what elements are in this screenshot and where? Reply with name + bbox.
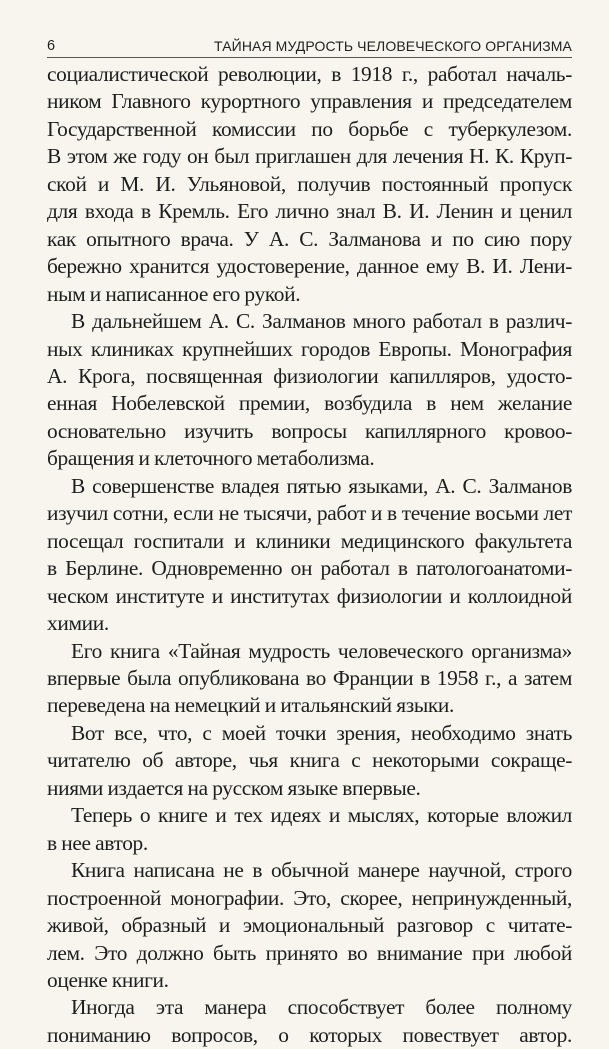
paragraph bbox=[47, 61, 572, 308]
text-line: основательно изучить вопросы капиллярного кровоо- bbox=[47, 418, 572, 443]
text-line: В совершенстве владея пятью языками, А. С. Залманов bbox=[71, 473, 572, 498]
text-line: ных клиниках крупнейших городов Европы. Монография bbox=[47, 336, 572, 361]
text-line: посещал госпитали и клиники медицинского факультета bbox=[47, 528, 572, 553]
text-line: оценке книги. bbox=[47, 967, 169, 992]
text-line: бережно хранится удостоверение, данное ему В. И. Лени- bbox=[47, 254, 572, 279]
text-line: переведена на немецкий и итальянский языки. bbox=[47, 693, 455, 718]
paragraph bbox=[47, 473, 572, 638]
paragraph bbox=[47, 802, 572, 857]
paragraph bbox=[47, 720, 572, 802]
text-line: как опытного врача. У А. С. Залманова и по сию пору bbox=[47, 226, 572, 251]
text-line: Его книга «Тайная мудрость человеческого организма» bbox=[71, 638, 572, 663]
paragraph bbox=[47, 308, 572, 473]
text-line: ской и М. И. Ульяновой, получив постоянный пропуск bbox=[47, 171, 572, 196]
text-line: в Берлине. Одновременно он работал в патологоанатоми- bbox=[47, 556, 572, 581]
text-line: лем. Это должно быть принято во внимание при любой bbox=[47, 940, 572, 965]
text-line: В этом же году он был приглашен для лечения Н. К. Круп- bbox=[47, 144, 572, 169]
text-line: в нее автор. bbox=[47, 830, 148, 855]
text-line: социалистической революции, в 1918 г., работал началь- bbox=[47, 62, 572, 86]
text-line: бращения и клеточного метаболизма. bbox=[47, 446, 375, 471]
text-line: построенной монографии. Это, скорее, непринужденный, bbox=[47, 885, 572, 910]
running-title: ТАЙНАЯ МУДРОСТЬ ЧЕЛОВЕЧЕСКОГО ОРГАНИЗМА bbox=[214, 38, 572, 54]
text-line: живой, образный и эмоциональный разговор с читате- bbox=[47, 913, 572, 938]
text-line: для входа в Кремль. Его лично знал В. И. Ленин и ценил bbox=[47, 199, 572, 224]
text-line: ным и написанное его рукой. bbox=[47, 281, 301, 306]
paragraph bbox=[47, 857, 572, 994]
text-line: Теперь о книге и тех идеях и мыслях, которые вложил bbox=[71, 803, 572, 828]
text-line: енная Нобелевской премии, возбудила в нем желание bbox=[47, 391, 572, 416]
text-line: впервые была опубликована во Франции в 1958 г., а затем bbox=[47, 665, 572, 690]
paragraph bbox=[47, 638, 572, 720]
text-line: Иногда эта манера способствует более полному bbox=[71, 995, 572, 1020]
text-line: химии. bbox=[47, 611, 109, 636]
text-line: В дальнейшем А. С. Залманов много работал в различ- bbox=[71, 309, 572, 334]
page-number: 6 bbox=[47, 38, 56, 54]
text-line: Книга написана не в обычной манере научной, строго bbox=[71, 858, 572, 883]
text-line: ниями издается на русском языке впервые. bbox=[47, 775, 421, 800]
text-line: читателю об авторе, чья книга с некоторыми сокраще- bbox=[47, 748, 572, 773]
running-header bbox=[47, 36, 572, 58]
paragraph bbox=[47, 994, 572, 1049]
body-text bbox=[47, 61, 572, 1049]
text-line: изучил сотни, если не тысячи, работ и в течение восьми лет bbox=[47, 501, 572, 526]
text-line: пониманию вопросов, о которых повествует автор. bbox=[47, 1022, 572, 1047]
text-line: Вот все, что, с моей точки зрения, необходимо знать bbox=[71, 720, 572, 745]
text-line: А. Крога, посвященная физиологии капилляров, удосто- bbox=[47, 363, 572, 388]
book-page bbox=[47, 36, 572, 1049]
text-line: Государственной комиссии по борьбе с туберкулезом. bbox=[47, 116, 572, 141]
text-line: ником Главного курортного управления и председателем bbox=[47, 89, 572, 114]
text-line: ческом институте и институтах физиологии и коллоидной bbox=[47, 583, 572, 608]
